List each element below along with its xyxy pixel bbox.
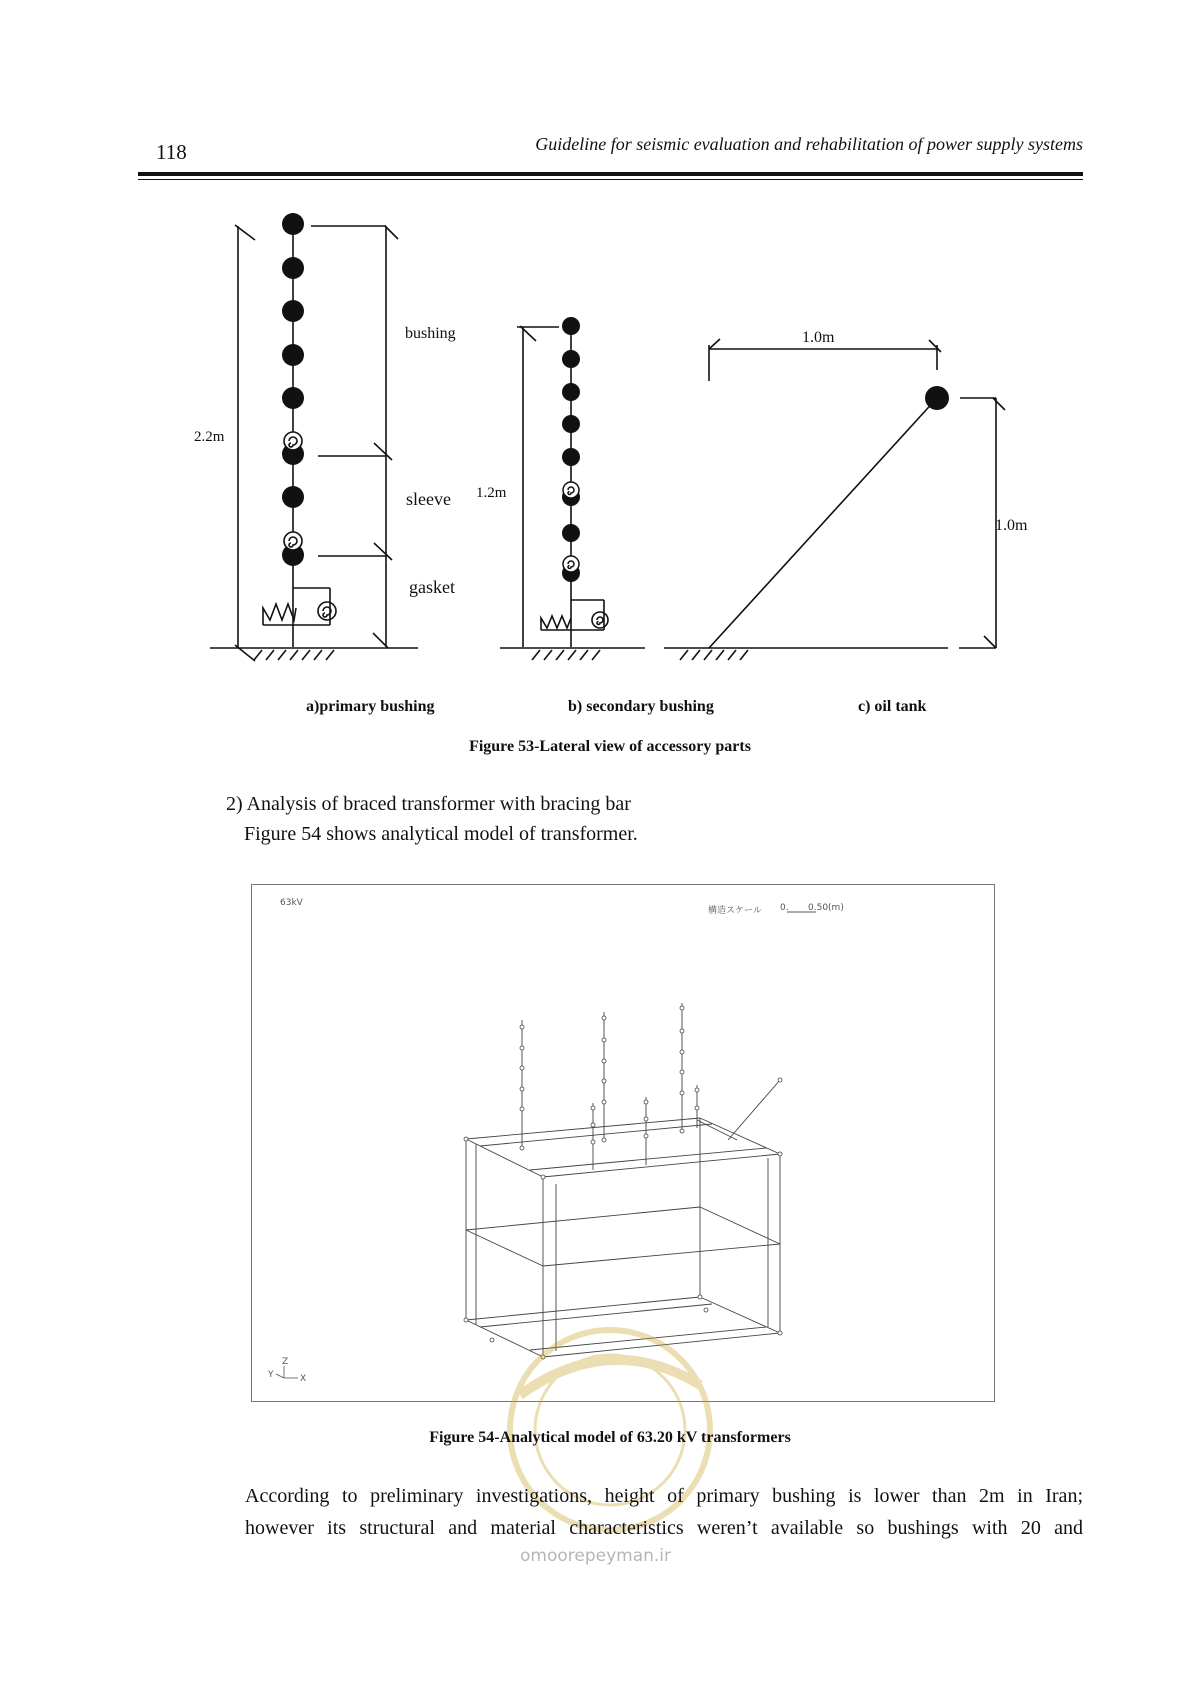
scale-value-end: 0.50(m) [808, 903, 844, 913]
scale-value-start: 0. [780, 903, 789, 913]
page-number: 118 [156, 140, 187, 164]
label-bushing: bushing [405, 325, 456, 342]
axis-x-label: X [300, 1374, 307, 1384]
label-gasket: gasket [409, 577, 455, 597]
figure-54-caption: Figure 54-Analytical model of 63.20 kV transformers [429, 1429, 791, 1446]
label-oil-width: 1.0m [802, 329, 835, 346]
running-title: Guideline for seismic evaluation and rehabilitation of power supply systems [535, 134, 1083, 154]
label-oil-height: 1.0m [995, 517, 1028, 534]
label-secondary-height: 1.2m [476, 485, 507, 501]
section-item: 2) Analysis of braced transformer with bracing bar [226, 793, 631, 815]
scale-label: 構造スケール [708, 906, 762, 916]
section-sentence: Figure 54 shows analytical model of transformer. [244, 823, 638, 845]
body-paragraph [245, 1480, 1083, 1544]
figure-53-caption: Figure 53-Lateral view of accessory parts [469, 738, 751, 755]
model-label: 63kV [280, 898, 303, 908]
paragraph-line: however its structural and material characteristics weren’t available so bushings with 20 and [245, 1517, 1083, 1539]
subcaption-b: b) secondary bushing [568, 698, 714, 715]
paragraph-line: According to preliminary investigations, height of primary bushing is lower than 2m in Iran; [245, 1485, 1083, 1507]
label-sleeve: sleeve [406, 489, 451, 509]
axis-y-label: Y [268, 1370, 274, 1380]
subcaption-c: c) oil tank [858, 698, 927, 715]
subcaption-a: a)primary bushing [306, 698, 435, 715]
axis-z-label: Z [282, 1357, 289, 1367]
label-primary-height: 2.2m [194, 429, 225, 445]
watermark-url: omoorepeyman.ir [519, 1546, 672, 1566]
